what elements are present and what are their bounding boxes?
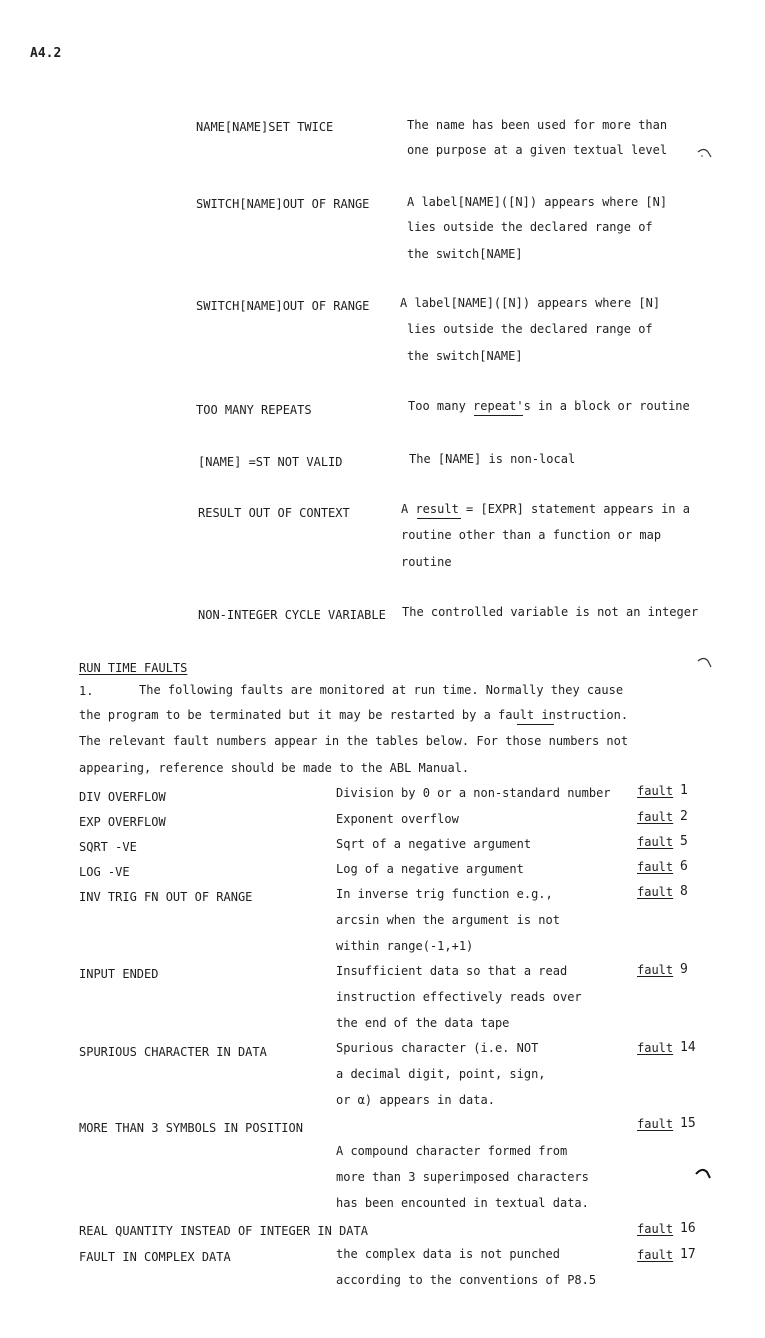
fault-name: SQRT -VE [79,840,137,854]
fault-name: NON-INTEGER CYCLE VARIABLE [198,608,386,622]
fault-name: SWITCH[NAME]OUT OF RANGE [196,197,370,211]
fault-name: DIV OVERFLOW [79,790,166,804]
fault-number: 5 [680,834,688,849]
paragraph-line: The relevant fault numbers appear in the tables below. For those numbers not [79,734,629,748]
fault-desc: The [NAME] is non-local [409,452,576,466]
section-heading: RUN TIME FAULTS [79,661,188,675]
fault-number: 8 [680,884,688,899]
fault-name: SWITCH[NAME]OUT OF RANGE [196,299,370,313]
fault-desc: the switch[NAME] [407,247,523,261]
fault-name: FAULT IN COMPLEX DATA [79,1250,231,1264]
fault-desc: Too many repeat's in a block or routine [408,399,690,413]
fault-name: LOG -VE [79,865,130,879]
fault-label: fault [637,1222,674,1236]
fault-number: 14 [680,1040,696,1055]
fault-desc: a decimal digit, point, sign, [336,1067,546,1081]
fault-desc: In inverse trig function e.g., [336,887,553,901]
fault-desc: the complex data is not punched [336,1247,560,1261]
fault-label: fault [637,835,674,849]
fault-desc: The controlled variable is not an integer [402,605,699,619]
fault-label: fault [637,810,674,824]
fault-desc: one purpose at a given textual level [407,143,668,157]
page-ref: A4.2 [30,46,62,61]
fault-desc: A label[NAME]([N]) appears where [N] [400,296,661,310]
fault-label: fault [637,1248,674,1262]
fault-desc: according to the conventions of P8.5 [336,1273,597,1287]
fault-label: fault [637,784,674,798]
fault-underline [517,724,554,725]
fault-name: EXP OVERFLOW [79,815,166,829]
fault-label: fault [637,860,674,874]
fault-number: 17 [680,1247,696,1262]
paragraph-line: the program to be terminated but it may be restarted by a fault instruction. [79,708,629,722]
fault-number: 16 [680,1221,696,1236]
fault-name: SPURIOUS CHARACTER IN DATA [79,1045,267,1059]
fault-name: INV TRIG FN OUT OF RANGE [79,890,253,904]
fault-name: MORE THAN 3 SYMBOLS IN POSITION [79,1121,303,1135]
fault-desc: Spurious character (i.e. NOT [336,1041,539,1055]
fault-desc: or α) appears in data. [336,1093,495,1107]
fault-desc: routine [401,555,452,569]
fault-desc: A compound character formed from [336,1144,568,1158]
fault-desc: the end of the data tape [336,1016,510,1030]
fault-number: 1 [680,783,688,798]
fault-desc: Insufficient data so that a read [336,964,568,978]
fault-name: REAL QUANTITY INSTEAD OF INTEGER IN DATA [79,1224,368,1238]
fault-name: INPUT ENDED [79,967,159,981]
fault-desc: lies outside the declared range of [407,220,653,234]
fault-desc: Division by 0 or a non-standard number [336,786,611,800]
fault-number: 15 [680,1116,696,1131]
fault-desc: routine other than a function or map [401,528,662,542]
fault-desc: The name has been used for more than [407,118,668,132]
fault-desc: Log of a negative argument [336,862,524,876]
fault-desc: A result = [EXPR] statement appears in a [401,502,690,516]
result-underline [417,518,461,519]
fault-name: NAME[NAME]SET TWICE [196,120,334,134]
fault-number: 6 [680,859,688,874]
fault-label: fault [637,885,674,899]
fault-name: RESULT OUT OF CONTEXT [198,506,350,520]
margin-mark-icon [696,146,714,160]
paragraph-number: 1. [79,684,94,698]
fault-label: fault [637,1041,674,1055]
fault-number: 2 [680,809,688,824]
fault-desc: has been encounted in textual data. [336,1196,589,1210]
fault-desc: Exponent overflow [336,812,459,826]
margin-mark-icon [696,656,714,670]
fault-desc: lies outside the declared range of [407,322,653,336]
fault-desc: A label[NAME]([N]) appears where [N] [407,195,668,209]
fault-name: [NAME] =ST NOT VALID [198,455,343,469]
margin-mark-icon [694,1167,712,1181]
paragraph-line: appearing, reference should be made to the ABL Manual. [79,761,470,775]
fault-desc: within range(-1,+1) [336,939,474,953]
paragraph-line: The following faults are monitored at run time. Normally they cause [139,683,624,697]
repeat-underline [474,415,523,416]
fault-desc: Sqrt of a negative argument [336,837,532,851]
fault-label: fault [637,963,674,977]
fault-label: fault [637,1117,674,1131]
fault-desc: instruction effectively reads over [336,990,582,1004]
fault-number: 9 [680,962,688,977]
fault-desc: the switch[NAME] [407,349,523,363]
fault-name: TOO MANY REPEATS [196,403,312,417]
fault-desc: arcsin when the argument is not [336,913,560,927]
fault-desc: more than 3 superimposed characters [336,1170,589,1184]
